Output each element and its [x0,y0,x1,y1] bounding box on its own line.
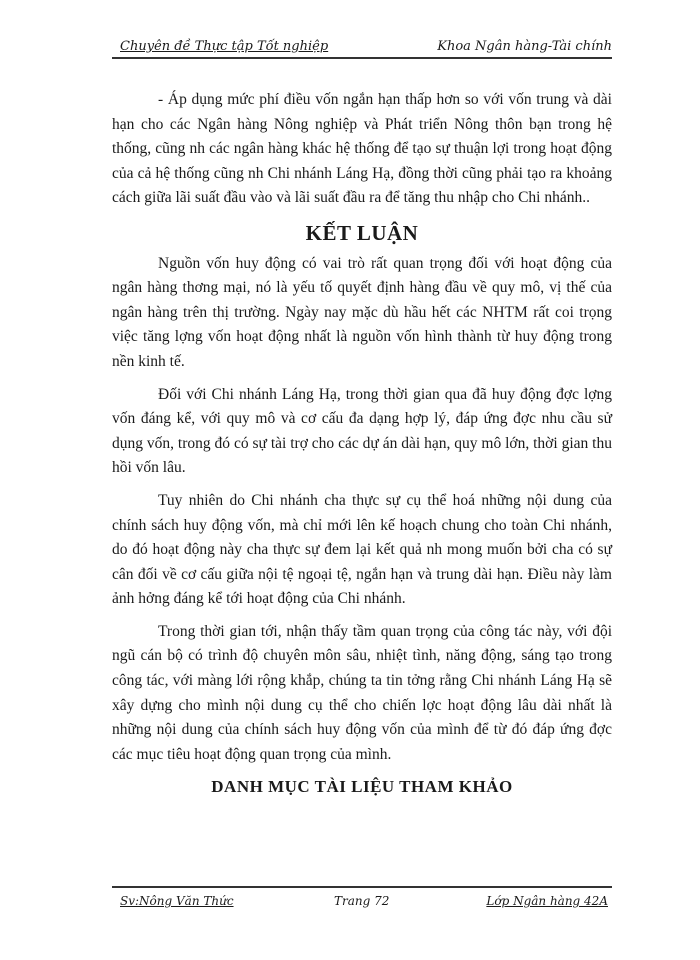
page-footer [112,886,612,912]
conclusion-heading: KẾT LUẬN [305,220,419,245]
footer-class-name: Lớp Ngân hàng 42A [486,894,608,908]
document-body [112,88,612,806]
header-rule [112,57,612,59]
conclusion-paragraph-4: Trong thời gian tới, nhận thấy tầm quan trọng của công tác này, với đội ngũ cán bộ có trình độ chuyên môn sâu, nhiệt tình, năng động, sáng tạo trong công tác, với màng lới rộng khắp, chúng ta tin tởng rằng Chi nhánh Láng Hạ sẽ xây dựng cho mình nội dung cụ thể cho chiến lợc hoạt động lâu dài nhất là những nội dung của chính sách huy động vốn của mình để từ đó đáp ứng đợc các mục tiêu hoạt động quan trọng của mình. [112,622,612,763]
recommendation-paragraph: - Áp dụng mức phí điều vốn ngắn hạn thấp hơn so với vốn trung và dài hạn cho các Ngân hàng Nông nghiệp và Phát triển Nông thôn bạn trong hệ thống, cũng nh các ngân hàng khác hệ thống để tạo sự thuận lợi trong hoạt động của cả hệ thống cũng nh Chi nhánh Láng Hạ, đồng thời cũng phải tạo ra khoảng cách giữa lãi suất đầu vào và lãi suất đầu ra để tăng thu nhập cho Chi nhánh.. [112,91,612,207]
footer-rule [112,886,612,888]
references-heading: DANH MỤC TÀI LIỆU THAM KHẢO [211,777,513,797]
header-left-text: Chuyên đề Thực tập Tốt nghiệp [120,39,329,54]
page-header [112,36,612,60]
conclusion-paragraph-1: Nguồn vốn huy động có vai trò rất quan trọng đối với hoạt động của ngân hàng thơng mại, nó là yếu tố quyết định hàng đầu về quy mô, vị thế của ngân hàng trên thị trường. Ngày nay mặc dù hầu hết các NHTM rất coi trọng việc tăng lợng vốn hoạt động nhất là nguồn vốn hình thành từ huy động trong nền kinh tế. [112,254,612,370]
conclusion-paragraph-3: Tuy nhiên do Chi nhánh cha thực sự cụ thể hoá những nội dung của chính sách huy động vốn, mà chỉ mới lên kế hoạch chung cho toàn Chi nhánh, do đó hoạt động này cha thực sự đem lại kết quả nh mong muốn bởi cha có sự cân đối về cơ cấu giữa nội tệ ngoại tệ, ngắn hạn và trung dài hạn. Điều này làm ảnh hởng đáng kể tới hoạt động của Chi nhánh. [112,491,612,608]
conclusion-paragraph-2: Đối với Chi nhánh Láng Hạ, trong thời gian qua đã huy động đợc lợng vốn đáng kể, với quy mô và cơ cấu đa dạng hợp lý, đáp ứng đợc nhu cầu sử dụng vốn, trong đó có sự tài trợ cho các dự án dài hạn, quy mô lớn, thời gian thu hồi vốn lâu. [112,385,612,477]
footer-student-name: Sv:Nông Văn Thức [120,894,234,908]
footer-page-number: Trang 72 [334,894,390,908]
header-right-text: Khoa Ngân hàng-Tài chính [437,39,612,54]
